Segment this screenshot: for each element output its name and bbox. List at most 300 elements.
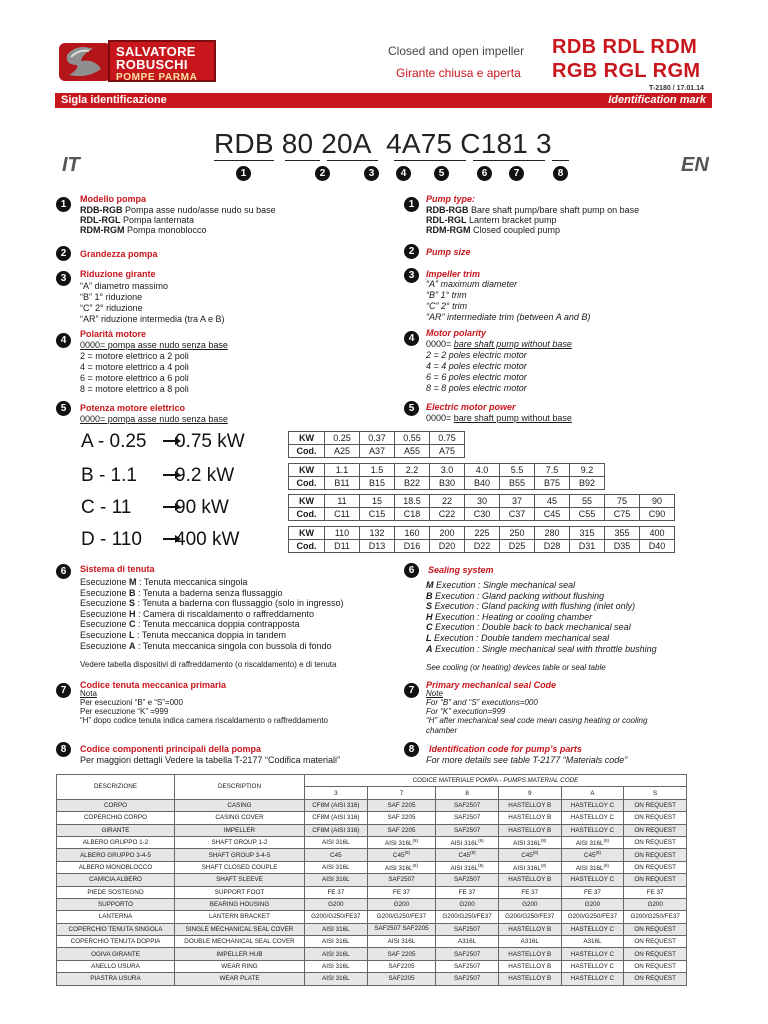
en-polarity-line: 4 = 4 poles electric motor [426,361,527,371]
identification-code [214,128,552,160]
component-it-cell: GIRANTE [57,824,175,836]
table-row [57,960,687,972]
material-cell: G200 [305,898,368,910]
material-cell: ON REQUEST [624,874,687,886]
material-cell: FE 37 [367,886,436,898]
cod-value-cell: D25 [500,540,535,553]
material-cell: G200/G250/FE37 [498,911,561,923]
lang-it: IT [62,154,80,176]
material-cell: A316L [561,936,624,948]
logo [108,40,216,82]
position-marker: 2 [315,166,330,181]
table-row [57,824,687,836]
component-it-cell: COPERCHIO CORPO [57,812,175,824]
en-polarity-line: 6 = 6 poles electric motor [426,372,527,382]
power-range: D - 110 400 kW [81,529,240,550]
kw-value-cell: 0.75 [430,432,465,445]
it-trim-line: “A” diametro massimo [80,281,169,291]
material-cell: HASTELLOY C [561,923,624,935]
component-it-cell: LANTERNA [57,911,175,923]
material-cell: AISI $316L^{(8)}$ [367,861,436,873]
material-cell: FE 37 [305,886,368,898]
table-row [57,948,687,960]
table-row [57,973,687,985]
en-model-line: RDB-RGB Bare shaft pump/bare shaft pump on base [426,205,640,215]
material-cell: SAF2507 [367,874,436,886]
material-cell: HASTELLOY C [561,799,624,811]
section-marker: 7 [404,683,419,698]
component-en-cell: IMPELLER [175,824,305,836]
it-primary-seal-line: “H” dopo codice tenuta indica camera riscaldamento o raffreddamento [80,716,328,725]
material-cell: SAF2507 [436,923,499,935]
cod-value-cell: C15 [360,508,395,521]
footnote-mark: (8) [595,850,601,856]
material-cell: AISI $316L^{(8)}$ [367,836,436,848]
cod-value-cell: C37 [500,508,535,521]
material-cell: SAF2507 [436,812,499,824]
component-it-cell: CORPO [57,799,175,811]
material-cell: HASTELLOY C [561,824,624,836]
material-cell: AISI 316L [305,973,368,985]
component-en-cell: SHAFT SLEEVE [175,874,305,886]
material-cell: G200/G250/FE37 [561,911,624,923]
power-table-a [288,431,465,458]
subtitle-en: Closed and open impeller [388,44,525,58]
cod-row [289,477,605,490]
material-cell: G200 [367,898,436,910]
material-cell: HASTELLOY C [561,948,624,960]
component-it-cell: COPERCHIO TENUTA SINGOLA [57,923,175,935]
it-model-line: RDM-RGM Pompa monoblocco [80,225,207,235]
materials-table [56,774,687,986]
table-row [57,923,687,935]
footnote-mark: (8) [603,862,610,868]
position-marker: 7 [509,166,524,181]
material-code-cell: 8 [436,787,499,799]
component-it-cell: ANELLO USURA [57,960,175,972]
material-cell: FE 37 [624,886,687,898]
table-row [57,861,687,873]
it-polarity-line: 0000= pompa asse nudo senza base [80,340,228,350]
component-it-cell: OGIVA GIRANTE [57,948,175,960]
it-seal-line: Esecuzione L : Tenuta meccanica doppia in tandem [80,630,286,640]
footnote-mark: (8) [532,850,539,856]
en-model-line: RDM-RGM Closed coupled pump [426,225,561,235]
it-seal-line: Esecuzione C : Tenuta meccanica doppia contrapposta [80,619,300,630]
footnote-mark: (8) [540,862,547,868]
component-en-cell: SHAFT GROUP 1-2 [175,836,305,848]
it-polarity-line: 2 = motore elettrico a 2 poli [80,351,189,361]
kw-value-cell: 160 [395,527,430,540]
component-it-cell: SUPPORTO [57,898,175,910]
code-part: 3 [536,128,552,159]
material-cell: G200 [498,898,561,910]
material-cell: AISI 316L [305,936,368,948]
cod-value-cell: C75 [605,508,640,521]
material-cell: SAF2507 [436,973,499,985]
it-model-line: RDB-RGB Pompa asse nudo/asse nudo su base [80,205,276,215]
power-table-d [288,526,675,553]
cod-row [289,508,675,521]
kw-value-cell: 45 [535,495,570,508]
kw-value-cell: 0.25 [325,432,360,445]
material-cell: AISI $316L^{(8)}$ [561,861,624,873]
subtitle-it: Girante chiusa e aperta [396,66,521,80]
material-cell: ON REQUEST [624,923,687,935]
component-en-cell: CASING [175,799,305,811]
cod-header-cell: Cod. [289,540,325,553]
kw-value-cell: 200 [430,527,465,540]
cod-value-cell: C90 [640,508,675,521]
en-trim-title: Impeller trim [426,269,481,279]
kw-row [289,464,605,477]
it-trim-line: “C” 2° riduzione [80,303,143,313]
cod-value-cell: C45 [535,508,570,521]
material-cell: ON REQUEST [624,973,687,985]
component-en-cell: IMPELLER HUB [175,948,305,960]
cod-value-cell: A25 [325,445,360,458]
power-range: B - 1.1 9.2 kW [81,465,235,486]
it-primary-seal-title: Codice tenuta meccanica primaria [80,680,227,690]
material-cell: AISI 316L [305,874,368,886]
material-cell: AISI 316L [305,948,368,960]
material-cell: SAF2507 [436,799,499,811]
en-model-title: Pump type: [426,194,476,204]
component-it-cell: PIEDE SOSTEGNO [57,886,175,898]
material-cell: HASTELLOY B [498,799,561,811]
it-polarity-line: 8 = motore elettrico a 8 poli [80,384,189,394]
material-cell: ON REQUEST [624,812,687,824]
en-seal-line: L Execution : Double tandem mechanical seal [426,633,610,643]
header-material-code: CODICE MATERIALE POMPA - PUMPS MATERIAL CODE [305,775,687,787]
code-part: 80 [281,128,314,159]
material-cell: C45$^{(8)}$ [367,849,436,861]
code-underline [214,160,274,161]
section-marker: 2 [56,246,71,261]
en-primary-seal-line: For “K” execution=999 [426,707,506,716]
material-cell: HASTELLOY C [561,874,624,886]
material-cell: G200/G250/FE37 [436,911,499,923]
cod-value-cell: C11 [325,508,360,521]
cod-value-cell: B11 [325,477,360,490]
kw-header-cell: KW [289,495,325,508]
material-cell: ON REQUEST [624,948,687,960]
kw-value-cell: 5.5 [500,464,535,477]
component-en-cell: SUPPORT FOOT [175,886,305,898]
section-marker: 6 [56,564,71,579]
position-marker: 8 [553,166,568,181]
component-en-cell: WEAR PLATE [175,973,305,985]
it-primary-seal-line: Per esecuzione “K” =999 [80,707,169,716]
material-cell: SAF2507 [436,948,499,960]
en-components-line: For more details see table T-2177 “Materials code” [426,755,628,765]
power-table-c [288,494,675,521]
en-power-line: 0000= bare shaft pump without base [426,413,572,423]
section-band [55,93,712,108]
it-components-title: Codice componenti principali della pompa [80,744,262,754]
material-cell: ON REQUEST [624,824,687,836]
cod-value-cell: D28 [535,540,570,553]
kw-row [289,527,675,540]
material-cell: A316L [498,936,561,948]
it-seal-title: Sistema di tenuta [80,564,155,574]
section-marker: 3 [56,271,71,286]
kw-header-cell: KW [289,527,325,540]
code-part: 20A [321,128,371,159]
component-en-cell: CASING COVER [175,812,305,824]
material-cell: AISI 316L [305,861,368,873]
materials-header-row [57,775,687,787]
it-polarity-line: 4 = motore elettrico a 4 poli [80,362,189,372]
material-cell: AISI 316L [367,936,436,948]
en-polarity-title: Motor polarity [426,328,486,338]
cod-value-cell: D13 [360,540,395,553]
kw-row [289,495,675,508]
component-en-cell: WEAR RING [175,960,305,972]
logo-line-2: ROBUSCHI [116,57,188,72]
material-cell: SAF2507 SAF2205 [367,923,436,935]
code-part: 4A75 [386,128,453,159]
material-code-cell: A [561,787,624,799]
table-row [57,836,687,848]
en-polarity-line: 2 = 2 poles electric motor [426,350,527,360]
it-trim-line: “B” 1° riduzione [80,292,143,302]
material-cell: SAF2507 [436,824,499,836]
material-cell: ON REQUEST [624,799,687,811]
table-row [57,886,687,898]
it-model-line: RDL-RGL Pompa lanternata [80,215,195,225]
material-cell: C45$^{(8)}$ [436,849,499,861]
cod-value-cell: D16 [395,540,430,553]
en-primary-seal-title: Primary mechanical seal Code [426,680,557,690]
en-power-title: Electric motor power [426,402,516,412]
footnote-mark: (8) [412,862,419,868]
it-components-line: Per maggiori dettagli Vedere la tabella T-2177 “Codifica materiali” [80,755,340,765]
material-cell: AISI $316L^{(8)}$ [561,836,624,848]
material-cell: HASTELLOY B [498,973,561,985]
cod-value-cell: B75 [535,477,570,490]
component-it-cell: ALBERO GRUPPO 3-4-5 [57,849,175,861]
section-marker: 8 [56,742,71,757]
material-cell: AISI 316L [305,836,368,848]
en-components-title: Identification code for pump’s parts [429,744,582,754]
table-row [57,799,687,811]
cod-value-cell: D20 [430,540,465,553]
material-code-cell: S [624,787,687,799]
code-part: C181 [460,128,529,159]
section-marker: 7 [56,683,71,698]
section-marker: 1 [404,197,419,212]
material-cell: AISI $316L^{(8)}$ [436,861,499,873]
kw-value-cell: 110 [325,527,360,540]
cod-value-cell: B92 [570,477,605,490]
kw-value-cell: 37 [500,495,535,508]
cod-value-cell: B15 [360,477,395,490]
cod-value-cell: C22 [430,508,465,521]
it-seal-line: Esecuzione A : Tenuta meccanica singola con bussola di fondo [80,640,332,651]
material-cell: HASTELLOY C [561,973,624,985]
material-cell: C45$^{(8)}$ [498,849,561,861]
material-cell: ON REQUEST [624,861,687,873]
en-seal-title: Sealing system [428,565,494,575]
material-cell: A316L [436,936,499,948]
section-marker: 8 [404,742,419,757]
table-row [57,911,687,923]
section-marker: 1 [56,197,71,212]
it-seal-line: Esecuzione B : Tenuta a baderna senza flussaggio [80,587,283,598]
kw-value-cell: 30 [465,495,500,508]
it-primary-seal-line: Per esecuzioni “B” e “S”=000 [80,698,183,707]
kw-value-cell: 2.2 [395,464,430,477]
it-seal-line: Esecuzione H : Camera di riscaldamento o raffreddamento [80,608,314,619]
position-marker: 3 [364,166,379,181]
material-cell: SAF2507 [436,960,499,972]
cod-value-cell: A55 [395,445,430,458]
material-cell: CF8M (AISI 316) [305,824,368,836]
code-underline [473,160,545,161]
lang-en: EN [681,154,709,176]
title-line-1: RDB RDL RDM [552,36,698,58]
it-power-line: 0000= pompa asse nudo senza base [80,414,228,424]
en-trim-line: “B” 1° trim [426,290,467,300]
en-seal-line: C Execution : Double back to back mechanical seal [426,622,631,633]
cod-value-cell: D40 [640,540,675,553]
component-en-cell: SHAFT CLOSED COUPLE [175,861,305,873]
kw-value-cell: 90 [640,495,675,508]
material-cell: HASTELLOY B [498,960,561,972]
cod-value-cell: B40 [465,477,500,490]
it-size-title: Grandezza pompa [80,249,158,259]
cod-value-cell: C18 [395,508,430,521]
power-range: A - 0.25 0.75 kW [81,431,245,452]
component-en-cell: BEARING HOUSING [175,898,305,910]
material-cell: HASTELLOY B [498,824,561,836]
cod-value-cell: D35 [605,540,640,553]
it-polarity-title: Polarità motore [80,329,147,339]
material-cell: CF8M (AISI 316) [305,799,368,811]
footnote-mark: (8) [478,838,484,844]
cod-header-cell: Cod. [289,508,325,521]
cod-header-cell: Cod. [289,445,325,458]
code-underline [552,160,569,161]
material-cell: G200/G250/FE37 [305,911,368,923]
material-code-cell: 7 [367,787,436,799]
kw-value-cell: 55 [570,495,605,508]
title-line-2: RGB RGL RGM [552,60,701,82]
section-marker: 6 [404,563,419,578]
material-cell: HASTELLOY B [498,923,561,935]
kw-value-cell: 0.55 [395,432,430,445]
material-cell: HASTELLOY C [561,960,624,972]
it-seal-note: Vedere tabella dispositivi di raffreddamento (o riscaldamento) e di tenuta [80,660,337,669]
kw-value-cell: 315 [570,527,605,540]
cod-value-cell: B22 [395,477,430,490]
cod-value-cell: A37 [360,445,395,458]
cod-value-cell: B55 [500,477,535,490]
cod-value-cell: D11 [325,540,360,553]
cod-value-cell: A75 [430,445,465,458]
en-trim-line: “A” maximum diameter [426,279,518,289]
kw-value-cell: 400 [640,527,675,540]
section-marker: 4 [56,333,71,348]
kw-value-cell: 250 [500,527,535,540]
kw-value-cell: 280 [535,527,570,540]
en-polarity-line: 0000= bare shaft pump without base [426,339,572,349]
band-label-en: Identification mark [608,94,706,106]
document-code: T-2180 / 17.01.14 [649,85,704,92]
power-range: C - 11 90 kW [81,497,229,518]
material-cell: ON REQUEST [624,960,687,972]
footnote-mark: (8) [404,850,410,856]
material-cell: AISI $316L^{(8)}$ [498,861,561,873]
component-it-cell: PIASTRA USURA [57,973,175,985]
material-code-cell: 3 [305,787,368,799]
position-marker: 5 [434,166,449,181]
material-cell: G200/G250/FE37 [367,911,436,923]
material-code-cell: 9 [498,787,561,799]
material-cell: AISI $316L^{(8)}$ [436,836,499,848]
material-cell: ON REQUEST [624,936,687,948]
it-trim-line: “AR” riduzione intermedia (tra A e B) [80,314,225,324]
kw-value-cell: 11 [325,495,360,508]
cod-value-cell: D22 [465,540,500,553]
footnote-mark: (8) [470,850,476,856]
kw-header-cell: KW [289,432,325,445]
position-marker: 4 [396,166,411,181]
material-cell: SAF 2205 [367,824,436,836]
cod-value-cell: D31 [570,540,605,553]
en-trim-line: “C” 2° trim [426,301,468,311]
material-cell: CF8M (AISI 316) [305,812,368,824]
en-primary-seal-line: chamber [426,726,458,735]
material-cell: HASTELLOY B [498,874,561,886]
kw-value-cell: 9.2 [570,464,605,477]
kw-value-cell: 75 [605,495,640,508]
cod-value-cell: C30 [465,508,500,521]
section-marker: 3 [404,268,419,283]
en-seal-line: B Execution : Gland packing without flushing [426,590,605,601]
component-it-cell: CAMICIA ALBERO [57,874,175,886]
en-primary-seal-line: Note [426,689,443,698]
kw-value-cell: 22 [430,495,465,508]
position-marker: 1 [236,166,251,181]
table-row [57,936,687,948]
cod-header-cell: Cod. [289,477,325,490]
material-cell: G200 [624,898,687,910]
it-polarity-line: 6 = motore elettrico a 6 poli [80,373,189,383]
power-table-b [288,463,605,490]
en-primary-seal-line: “H” after mechanical seal code mean casing heating or cooling [426,716,648,725]
logo-line-3: POMPE PARMA [116,72,198,83]
table-row [57,849,687,861]
material-cell: SAF 2205 [367,948,436,960]
code-underline [394,160,466,161]
kw-value-cell: 132 [360,527,395,540]
kw-value-cell: 355 [605,527,640,540]
table-row [57,898,687,910]
kw-header-cell: KW [289,464,325,477]
material-cell: FE 37 [561,886,624,898]
it-model-title: Modello pompa [80,194,146,204]
section-marker: 5 [56,401,71,416]
section-marker: 4 [404,331,419,346]
material-cell: AISI $316L^{(8)}$ [498,836,561,848]
en-seal-note: See cooling (or heating) devices table or seal table [426,663,606,672]
cod-row [289,540,675,553]
footnote-mark: (8) [412,838,419,844]
kw-row [289,432,465,445]
material-cell: G200 [436,898,499,910]
